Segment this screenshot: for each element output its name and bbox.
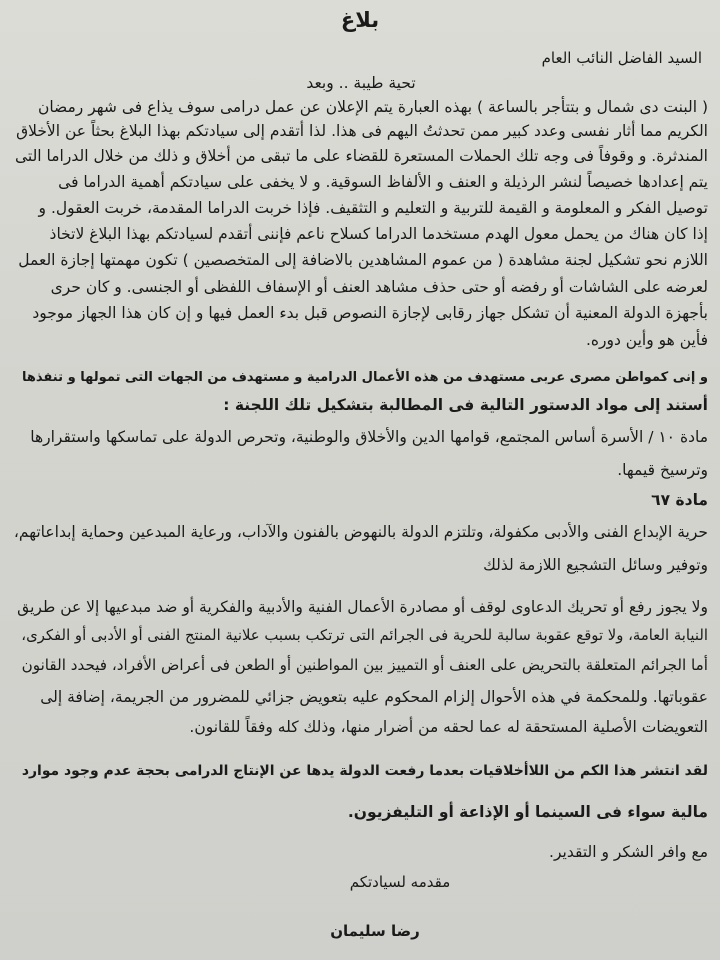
article67-line: ولا يجوز رفع أو تحريك الدعاوى لوقف أو مصادرة الأعمال الفنية والأدبية والفكرية أو ضد مبدعيها إلا عن طريق <box>17 598 708 616</box>
article67-line: حرية الإبداع الفنى والأدبى مكفولة، وتلتزم الدولة بالنهوض بالفنون والآداب، ورعاية المبدعين وحماية إبداعاتهم، <box>13 523 708 541</box>
closing-line: لقد انتشر هذا الكم من اللاأخلاقيات بعدما رفعت الدولة يدها عن الإنتاج الدرامى بحجة عدم وجود موارد <box>21 763 708 779</box>
paragraph1-line: ( البنت دى شمال و بتتأجر بالساعة ) بهذه العبارة يتم الإعلان عن عمل درامى سوف يذاع فى شهر رمضان <box>37 98 708 116</box>
closing-line: مع وافر الشكر و التقدير. <box>549 843 708 861</box>
addressee-line: السيد الفاضل النائب العام <box>541 49 702 67</box>
paragraph1-line: إذا كان هناك من يحمل معول الهدم مستخدما الدراما كسلاح ناعم فإننى أتقدم لسيادتكم بهذا البلاغ لاتخاذ <box>49 225 708 243</box>
document-title: بلاغ <box>340 8 380 32</box>
paragraph1-line: فأين هو وأين دوره. <box>585 331 708 349</box>
greeting-line: تحية طيبة .. وبعد <box>306 74 416 92</box>
paragraph1-line: لعرضه على الشاشات أو رفضه أو حتى حذف مشاهد العنف أو الإسفاف اللفظى أو الجنسى. و كان حرى <box>50 278 708 296</box>
article67-heading: مادة ٦٧ <box>651 491 708 509</box>
paragraph2-line: أستند إلى مواد الدستور التالية فى المطالبة بتشكيل تلك اللجنة : <box>223 396 708 414</box>
paragraph1-line: يتم إعدادها خصيصاً لنشر الرذيلة و العنف و الألفاظ السوقية. و لا يخفى على سيادتكم أهمية الدراما فى <box>58 173 708 191</box>
article67-line: التعويضات الأصلية المستحقة له عما لحقه من أضرار منها، وذلك كله وفقاً للقانون. <box>189 718 708 736</box>
paragraph1-line: الكريم مما أثار نفسى وعدد كبير ممن تحدثتُ اليهم فى هذا. لذا أتقدم إلى سيادتكم بهذا البلاغ بحثاً عن الأخلاق <box>16 122 708 140</box>
signature-name: رضا سليمان <box>330 922 420 940</box>
closing-line: مالية سواء فى السينما أو الإذاعة أو التليفزيون. <box>347 803 708 821</box>
signature-presented: مقدمه لسيادتكم <box>349 873 451 891</box>
article67-line: النيابة العامة، ولا توقع عقوبة سالبة للحرية فى الجرائم التى ترتكب بسبب علانية المنتج الفنى أو الأدبى أو الفكرى، <box>21 627 708 644</box>
article10-line: مادة ١٠ / الأسرة أساس المجتمع، قوامها الدين والأخلاق والوطنية، وتحرص الدولة على تماسكها واستقرارها <box>30 428 708 446</box>
article67-line: أما الجرائم المتعلقة بالتحريض على العنف أو التمييز بين المواطنين أو الطعن فى أعراض الأفراد، فيحدد القانون <box>21 656 708 674</box>
article67-line: وتوفير وسائل التشجيع اللازمة لذلك <box>483 556 708 574</box>
article67-line: عقوباتها. وللمحكمة في هذه الأحوال إلزام المحكوم عليه بتعويض جزائي للمضرور من الجريمة، إضافة إلى <box>40 688 708 706</box>
paragraph1-line: توصيل الفكر و المعلومة و القيمة للتربية و التعليم و التثقيف. فإذا خربت الدراما المقدمة، خربت العقول. و <box>38 199 708 217</box>
paragraph1-line: المندثرة. و وقوفاً فى وجه تلك الحملات المستعرة للقضاء على ما تبقى من أخلاق و ذلك من خلال الدراما التى <box>14 147 708 165</box>
paragraph1-line: اللازم نحو تشكيل لجنة مشاهدة ( من عموم المشاهدين بالاضافة إلى المتخصصين ) تكون مهمتها إجازة العمل <box>18 251 708 269</box>
article10-line: وترسيخ قيمها. <box>617 461 708 479</box>
paragraph2-line: و إنى كمواطن مصرى عربى مستهدف من هذه الأعمال الدرامية و مستهدف من الجهات التى تمولها و تنفذها <box>21 370 708 385</box>
paragraph1-line: بأجهزة الدولة المعنية أن تشكل جهاز رقابى لإجازة النصوص قبل بدء العمل فيها و إن كان هذا الجهاز موجود <box>32 304 708 322</box>
